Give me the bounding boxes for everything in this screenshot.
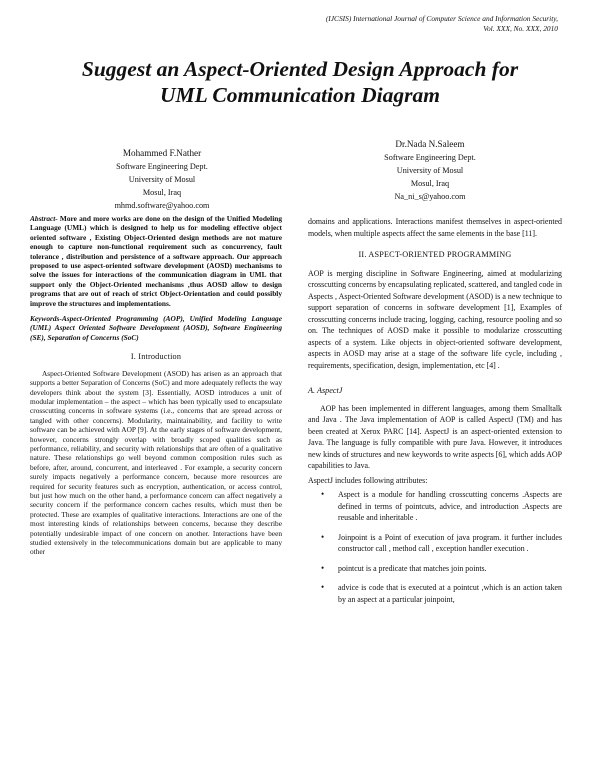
author-email: Na_ni_s@yahoo.com [394,192,466,201]
author-dept: Software Engineering Dept. [384,153,476,162]
aspectj-attributes-intro: AspectJ includes following attributes: [308,475,428,485]
aop-paragraph: AOP is merging discipline in Software Engineering, aimed at modularizing crosscutting concerns by encapsulating replicated, scattered, and tangled code in Aspects , Aspect-Oriented Software development (ASOD) is a new technique to support separation of concerns in software development [1], Examples of crosscutting concerns include tracing, logging, caching, resource pooling and so on. The techniques of AOSD make it possible to modularize crosscutting aspects of a system. Like objects in object-oriented software development, aspects in AOSD may arise at a stage of the software life cycle, including , requirements, specification, design, implementation, etc [4] . [308,268,562,370]
subsection-heading-aspectj: A. AspectJ [308,386,343,395]
paper-title [0,56,600,108]
list-item: • advice is code that is executed at a pointcut ,which is an action taken by an aspect at a particular joinpoint, [338,582,562,605]
title-line-1: Suggest an Aspect-Oriented Design Approach for [81,57,519,81]
intro-paragraph: Aspect-Oriented Software Development (ASOD) has arisen as an approach that supports a better Separation of Concerns (SoC) and more adequately reflects the way developers think about the system [3]. Essentially, AOSD introduces a unit of modular implementation – the aspect – which has been typically used to encapsulate crosscutting concerns in software systems (i.e., concerns that are spread across or tangled with other concerns). Modularity, maintainability, and facility to write software can be achieved with AOP [9]. At the early stages of software development, however, concerns strongly overlap with broadly scoped qualities such as performance, reliability, and security with relationships that are often of a qualitative nature. These relationships go well beyond common composition rules such as before, after, around, concurrent, and interleaved . For example, a security concern surely impacts negatively a performance concern, because more resources are required for security features such as encryption, authentication, or access control, but just how much on the other hand, a performance concern can affect negatively a security concern if the performance concern caches results, which must then be protected. These are examples of qualitative interactions. Interactions are one of the most interesting kinds of relationships between concerns, because they describe potentially undesirable impact of one concern on another. Interactions have been studied extensively in the telecommunications domain but are applicable to many other [30,368,282,557]
list-item: • Aspect is a module for handling crosscutting concerns .Aspects are defined in terms of pointcuts, advice, and introduction .Aspects are reusable and inheritable . [338,489,562,524]
section-heading-aop: II. ASPECT-ORIENTED PROGRAMMING [358,250,512,259]
keywords: Keywords-Aspect-Oriented Programming (AOP), Unified Modeling Language (UML) Aspect Oriented Software Development (AOSD), Software Engineering (SE), Separation of Concerns (SoC) [30,314,282,342]
author-2 [340,138,520,203]
author-university: University of Mosul [128,175,196,184]
abstract-text: More and more works are done on the design of the Unified Modeling Language (UML) which is designed to help us for modeling effective object oriented software , Existing Object-Oriented design methods are not mature enough to capture non-functional requirement such as concurrency, fault tolerance , distribution and persistence of a software approach. Our approach proposed to use aspect-oriented software development (AOSD) mechanisms to solve the issues for interactions of the communication diagram in UML that support only the Object-Oriented mechanisms ,thus AOSD allow to design programs that are out of reach of strict Object-Orientation and could possibly improve the structures and implementations. [30,214,282,308]
author-name: Mohammed F.Nather [122,148,202,158]
left-column [30,214,282,560]
aspectj-paragraph: AOP has been implemented in different languages, among them Smalltalk and Java . The Java implementation of AOP is called AspectJ (TM) and has been created at Xerox PARC [14]. AspectJ is an aspect-oriented extension to Java. The language is fully compatible with pure Java. However, it introduces new kinds of structures and new keywords to write aspects [6], which adds AOP capabilities to Java. [308,403,562,470]
abstract-label: Abstract- [30,214,58,223]
title-line-2: UML Communication Diagram [160,83,440,107]
author-university: University of Mosul [396,166,464,175]
journal-volume: Vol. XXX, No. XXX, 2010 [483,24,558,33]
list-item: • pointcut is a predicate that matches join points. [338,563,562,575]
intro-paragraph-continued: domains and applications. Interactions manifest themselves in aspect-oriented models, when multiple aspects affect the same elements in the base [11]. [308,217,562,238]
right-column [308,216,562,613]
abstract [30,214,282,308]
section-heading-introduction: I. Introduction [130,352,182,362]
author-city: Mosul, Iraq [142,188,182,197]
author-email: mhmd.software@yahoo.com [114,201,210,210]
author-1 [72,147,252,212]
author-dept: Software Engineering Dept. [116,162,208,171]
journal-header [326,14,558,34]
author-city: Mosul, Iraq [410,179,450,188]
journal-name: (IJCSIS) International Journal of Computer Science and Information Security, [325,14,558,23]
author-name: Dr.Nada N.Saleem [395,139,465,149]
list-item: • Joinpoint is a Point of execution of java program. it further includes constructor call , method call , exception handler execution . [338,532,562,555]
aspectj-attributes-list [308,489,562,605]
